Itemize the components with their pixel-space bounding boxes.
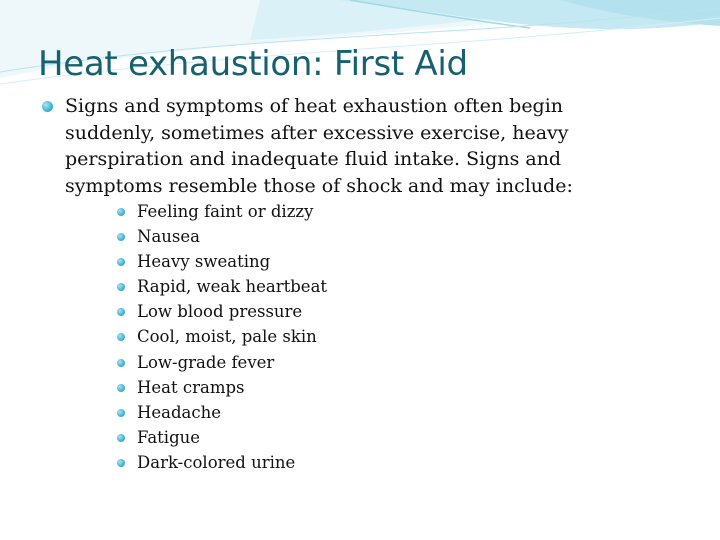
symptom-text: Rapid, weak heartbeat [137,277,328,297]
symptom-item [117,224,327,249]
round-bullet-icon [117,359,125,367]
symptom-item [117,249,327,274]
symptom-text: Dark-colored urine [137,452,296,472]
symptom-list [117,199,327,475]
main-bullet-text: Signs and symptoms of heat exhaustion often begin suddenly, sometimes after excessive exercise, heavy perspiration and inadequate fluid intake. Signs and symptoms resemble those of shock and may include: [65,95,573,197]
symptom-item [117,299,327,324]
round-bullet-icon [117,434,125,442]
symptom-item [117,274,327,299]
symptom-item [117,425,327,450]
symptom-text: Heat cramps [137,377,245,397]
symptom-text: Low-grade fever [137,352,275,372]
symptom-text: Fatigue [137,427,201,447]
round-bullet-icon [117,308,125,316]
symptom-text: Feeling faint or dizzy [137,202,314,221]
round-bullet-icon [117,233,125,241]
symptom-item [117,375,327,400]
symptom-item [117,199,327,224]
symptom-item [117,400,327,425]
round-bullet-icon [117,258,125,266]
slide-title: Heat exhaustion: First Aid [38,44,468,84]
symptom-text: Nausea [137,227,200,247]
round-bullet-icon [117,333,125,341]
round-bullet-icon [117,208,125,216]
round-bullet-icon [117,283,125,291]
symptom-text: Headache [137,402,222,422]
symptom-text: Heavy sweating [137,252,271,272]
symptom-item [117,350,327,375]
round-bullet-icon [117,384,125,392]
main-bullet-item [42,93,642,199]
round-bullet-icon [117,459,125,467]
round-bullet-icon [117,409,125,417]
symptom-text: Low blood pressure [137,302,303,322]
round-bullet-icon [42,101,53,112]
symptom-text: Cool, moist, pale skin [137,327,317,347]
symptom-item [117,324,327,349]
symptom-item [117,450,327,475]
